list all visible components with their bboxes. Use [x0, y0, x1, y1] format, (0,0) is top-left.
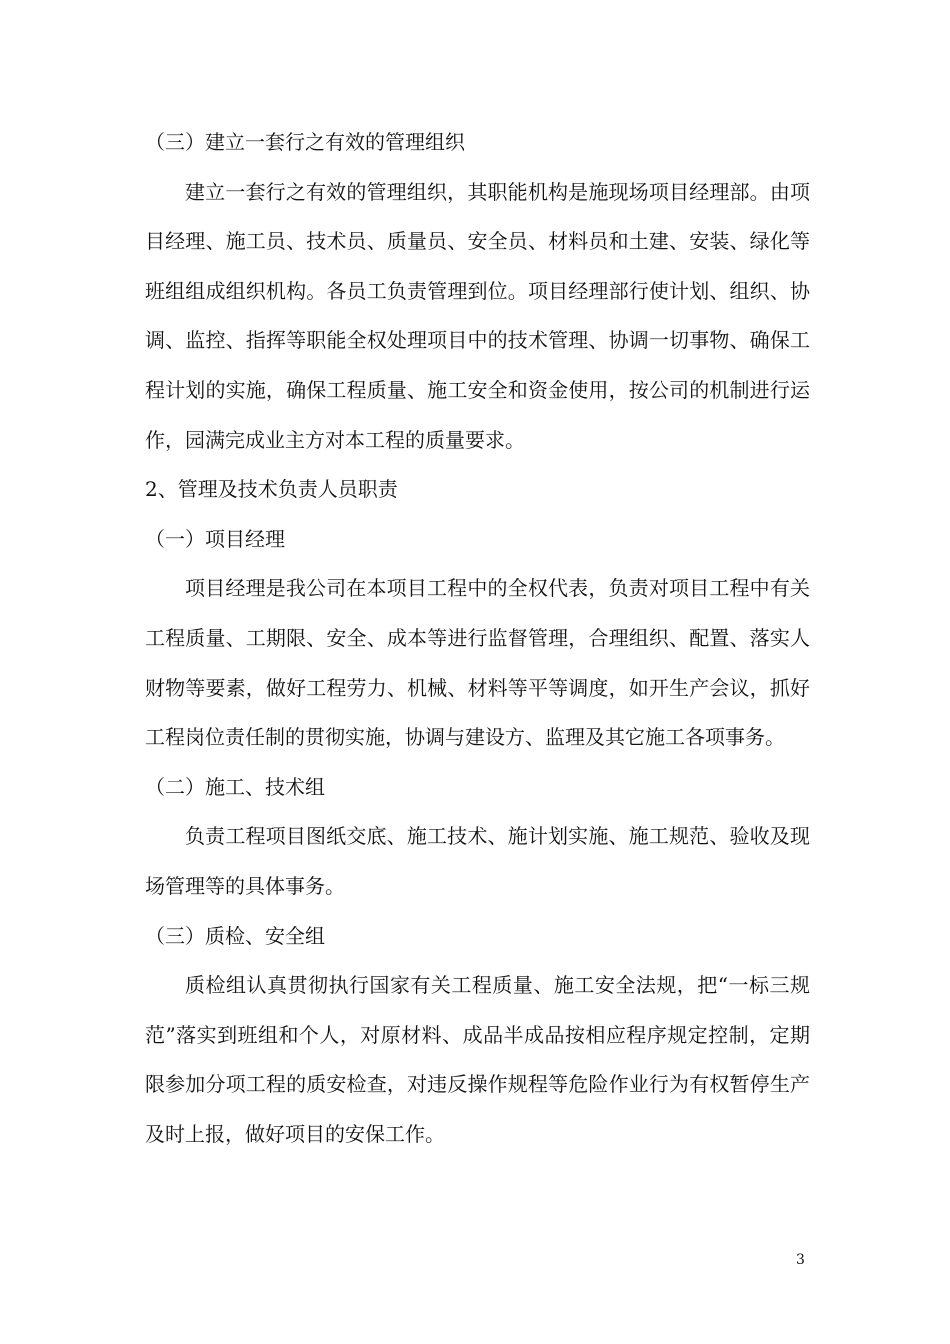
subheading-quality-safety: （三）质检、安全组: [145, 923, 325, 948]
section-heading-responsibilities: 2、管理及技术负责人员职责: [145, 477, 398, 502]
subheading-project-manager: （一）项目经理: [145, 526, 285, 551]
paragraph-construction-technical: 负责工程项目图纸交底、施工技术、施计划实施、施工规范、验收及现场管理等的具体事务。: [145, 824, 810, 898]
paragraph-project-manager: 项目经理是我公司在本项目工程中的全权代表，负责对项目工程中有关工程质量、工期限、安全、成本等进行监督管理，合理组织、配置、落实人财物等要素，做好工程劳力、机械、材料等平等调度，如开生产会议，抓好工程岗位责任制的贯彻实施，协调与建设方、监理及其它施工各项事务。: [145, 576, 810, 750]
paragraph-quality-safety: 质检组认真贯彻执行国家有关工程质量、施工安全法规，把“一标三规范”落实到班组和个人，对原材料、成品半成品按相应程序规定控制，定期限参加分项工程的质安检查，对违反操作规程等危险作业行为有权暂停生产及时上报，做好项目的安保工作。: [145, 973, 810, 1146]
page-number: 3: [796, 1252, 805, 1268]
document-body: [145, 118, 810, 1159]
section-heading-organization: （三）建立一套行之有效的管理组织: [145, 130, 465, 154]
subheading-construction-technical: （二）施工、技术组: [145, 774, 325, 799]
paragraph-organization: 建立一套行之有效的管理组织，其职能机构是施现场项目经理部。由项目经理、施工员、技术员、质量员、安全员、材料员和土建、安装、绿化等班组组成组织机构。各员工负责管理到位。项目经理部行使计划、组织、协调、监控、指挥等职能全权处理项目中的技术管理、协调一切事物、确保工程计划的实施，确保工程质量、施工安全和资金使用，按公司的机制进行运作，园满完成业主方对本工程的质量要求。: [145, 179, 810, 452]
